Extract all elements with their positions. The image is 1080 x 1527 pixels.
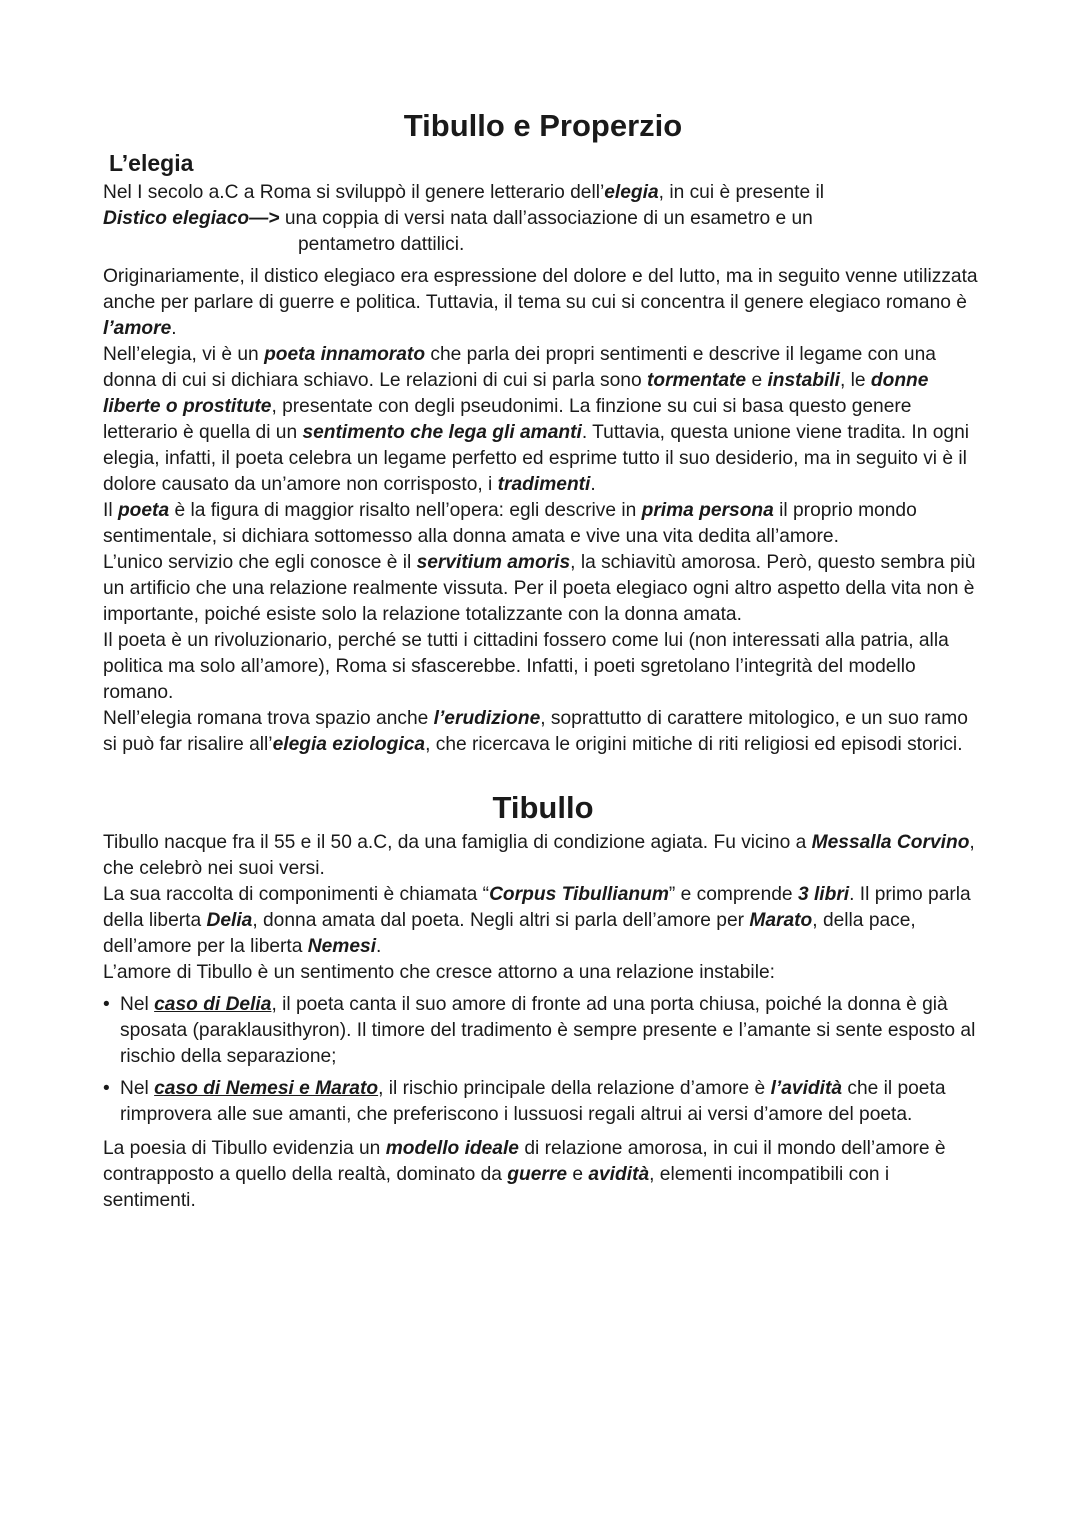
paragraph: Originariamente, il distico elegiaco era espressione del dolore e del lutto, ma in seguito venne utilizzata anche per parlare di guerre e politica. Tuttavia, il tema su cui si concentra il genere elegiaco romano è l’amore. [103,266,978,339]
paragraph: Nel I secolo a.C a Roma si sviluppò il genere letterario dell’elegia, in cui è presente il [103,182,824,203]
distico-def-continued: pentametro dattilici. [298,234,465,255]
bullet-list [103,992,983,1128]
paragraph: Nell’elegia romana trova spazio anche l’erudizione, soprattutto di carattere mitologico, e un suo ramo si può far risalire all’elegia eziologica, che ricercava le origini mitiche di riti religiosi ed episodi storici. [103,708,968,755]
document-body [103,104,983,1214]
paragraph: La poesia di Tibullo evidenzia un modello ideale di relazione amorosa, in cui il mondo dell’amore è contrapposto a quello della realtà, dominato da guerre e avidità, elementi incompatibili con i sentimenti. [103,1138,946,1211]
paragraph: Tibullo nacque fra il 55 e il 50 a.C, da una famiglia di condizione agiata. Fu vicino a Messalla Corvino, che celebrò nei suoi versi. [103,832,975,879]
paragraph: Nell’elegia, vi è un poeta innamorato che parla dei propri sentimenti e descrive il legame con una donna di cui si dichiara schiavo. Le relazioni di cui si parla sono tormentate e instabili, le donne liberte o prostitute, presentate con degli pseudonimi. La finzione su cui si basa questo genere letterario è quella di un sentimento che lega gli amanti. Tuttavia, questa unione viene tradita. In ogni elegia, infatti, il poeta celebra un legame perfetto ed esprime tutto il suo desiderio, ma in seguito vi è il dolore causato da un’amore non corrisposto, i tradimenti. [103,344,970,495]
bullet-icon: • [103,1078,110,1099]
distico-def: una coppia di versi nata dall’associazione di un esametro e un [279,208,813,229]
list-item [103,992,983,1070]
list-item [103,1076,983,1128]
distico-term: Distico elegiaco—> [103,208,280,229]
paragraph: Il poeta è un rivoluzionario, perché se tutti i cittadini fossero come lui (non interessati alla patria, alla politica ma solo all’amore), Roma si sfascerebbe. Infatti, i poeti sgretolano l’integrità del modello romano. [103,630,949,703]
list-item-text: Nel caso di Delia, il poeta canta il suo amore di fronte ad una porta chiusa, poiché la donna è già sposata (paraklausithyron). Il timore del tradimento è sempre presente e l’amante si sente esposto al rischio della separazione; [120,994,976,1067]
list-item-text: Nel caso di Nemesi e Marato, il rischio principale della relazione d’amore è l’avidità che il poeta rimprovera alle sue amanti, che preferiscono i lussuosi regali altrui ai versi d’amore del poeta. [120,1078,946,1125]
page-title: Tibullo e Properzio [403,108,683,143]
paragraph: Il poeta è la figura di maggior risalto nell’opera: egli descrive in prima persona il proprio mondo sentimentale, si dichiara sottomesso alla donna amata e vive una vita dedita all’amore. [103,500,917,547]
distico-definition [103,206,983,258]
paragraph: La sua raccolta di componimenti è chiamata “Corpus Tibullianum” e comprende 3 libri. Il primo parla della liberta Delia, donna amata dal poeta. Negli altri si parla dell’amore per Marato, della pace, dell’amore per la liberta Nemesi. [103,884,971,957]
paragraph: L’unico servizio che egli conosce è il servitium amoris, la schiavitù amorosa. Però, questo sembra più un artificio che una relazione realmente vissuta. Per il poeta elegiaco ogni altro aspetto della vita non è importante, poiché esiste solo la relazione totalizzante con la donna amata. [103,552,976,625]
bullet-icon: • [103,994,110,1015]
paragraph: L’amore di Tibullo è un sentimento che cresce attorno a una relazione instabile: [103,962,775,983]
section-heading-tibullo: Tibullo [492,790,594,825]
section-heading-elegia: L’elegia [109,150,194,176]
